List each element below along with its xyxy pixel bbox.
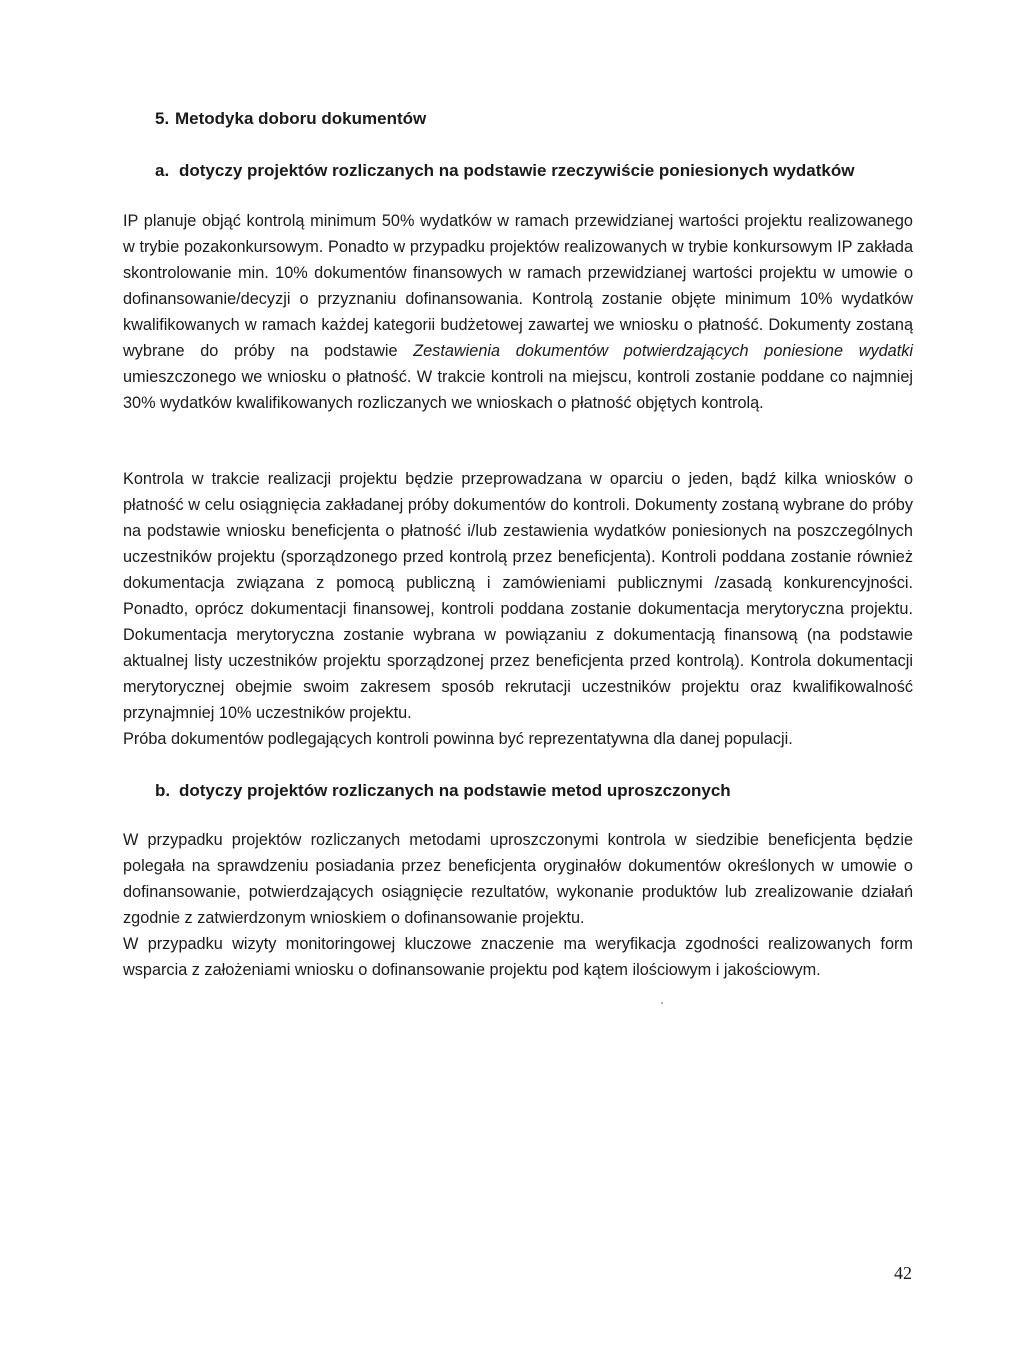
paragraph-control-process: [123, 466, 913, 752]
paragraph-simplified-methods-text: W przypadku projektów rozliczanych metodami uproszczonymi kontrola w siedzibie beneficjenta będzie polegała na sprawdzeniu posiadania przez beneficjenta oryginałów dokumentów określonych w umowie o dofinansowanie, potwierdzających osiągnięcie rezultatów, wykonanie produktów lub zrealizowanie działań zgodnie z zatwierdzonym wnioskiem o dofinansowanie projektu.: [123, 831, 913, 927]
subsection-b-heading: [155, 779, 731, 803]
page-number: 42: [894, 1263, 912, 1283]
section-heading: [155, 107, 426, 131]
section-title: Metodyka doboru dokumentów: [175, 109, 427, 128]
scan-speck: [661, 1002, 663, 1004]
subsection-a-letter: a.: [155, 161, 170, 180]
paragraph-monitoring-visit-text: W przypadku wizyty monitoringowej kluczowe znaczenie ma weryfikacja zgodności realizowanych form wsparcia z założeniami wniosku o dofinansowanie projektu pod kątem ilościowym i jakościowym.: [123, 935, 913, 979]
paragraph-control-process-text: Kontrola w trakcie realizacji projektu będzie przeprowadzana w oparciu o jeden, bądź kilka wniosków o płatność w celu osiągnięcia zakładanej próby dokumentów do kontroli. Dokumenty zostaną wybrane do próby na podstawie wniosku beneficjenta o płatność i/lub zestawienia wydatków poniesionych na poszczególnych uczestników projektu (sporządzonego przed kontrolą przez beneficjenta). Kontroli poddana zostanie również dokumentacja związana z pomocą publiczną i zamówieniami publicznymi /zasadą konkurencyjności. Ponadto, oprócz dokumentacji finansowej, kontroli poddana zostanie dokumentacja merytoryczna projektu. Dokumentacja merytoryczna zostanie wybrana w powiązaniu z dokumentacją finansową (na podstawie aktualnej listy uczestników projektu sporządzonej przez beneficjenta przed kontrolą). Kontrola dokumentacji merytorycznej obejmie swoim zakresem sposób rekrutacji uczestników projektu oraz kwalifikowalność przynajmniej 10% uczestników projektu.: [123, 470, 913, 722]
paragraph-sample-scope-text-1: IP planuje objąć kontrolą minimum 50% wydatków w ramach przewidzianej wartości projektu realizowanego w trybie pozakonkursowym. Ponadto w przypadku projektów realizowanych w trybie konkursowym IP zakłada skontrolowanie min. 10% dokumentów finansowych w ramach przewidzianej wartości projektu w umowie o dofinansowanie/decyzji o przyznaniu dofinansowania. Kontrolą zostanie objęte minimum 10% wydatków kwalifikowanych w ramach każdej kategorii budżetowej zawartej we wniosku o płatność. Dokumenty zostaną wybrane do próby na podstawie: [123, 212, 913, 360]
paragraph-sample-representative-text: Próba dokumentów podlegających kontroli powinna być reprezentatywna dla danej populacji.: [123, 730, 793, 748]
document-statement-title: Zestawienia dokumentów potwierdzających poniesione wydatki: [413, 342, 913, 360]
paragraph-simplified-methods: [123, 827, 913, 983]
section-number: 5.: [155, 109, 170, 128]
paragraph-sample-scope: [123, 208, 913, 416]
subsection-b-title: dotyczy projektów rozliczanych na podstawie metod uproszczonych: [179, 781, 731, 800]
subsection-b-letter: b.: [155, 781, 171, 800]
subsection-a-heading: [155, 159, 854, 183]
paragraph-sample-scope-text-2: umieszczonego we wniosku o płatność. W trakcie kontroli na miejscu, kontroli zostanie poddane co najmniej 30% wydatków kwalifikowanych rozliczanych we wnioskach o płatność objętych kontrolą.: [123, 368, 913, 412]
subsection-a-title: dotyczy projektów rozliczanych na podstawie rzeczywiście poniesionych wydatków: [179, 161, 855, 180]
